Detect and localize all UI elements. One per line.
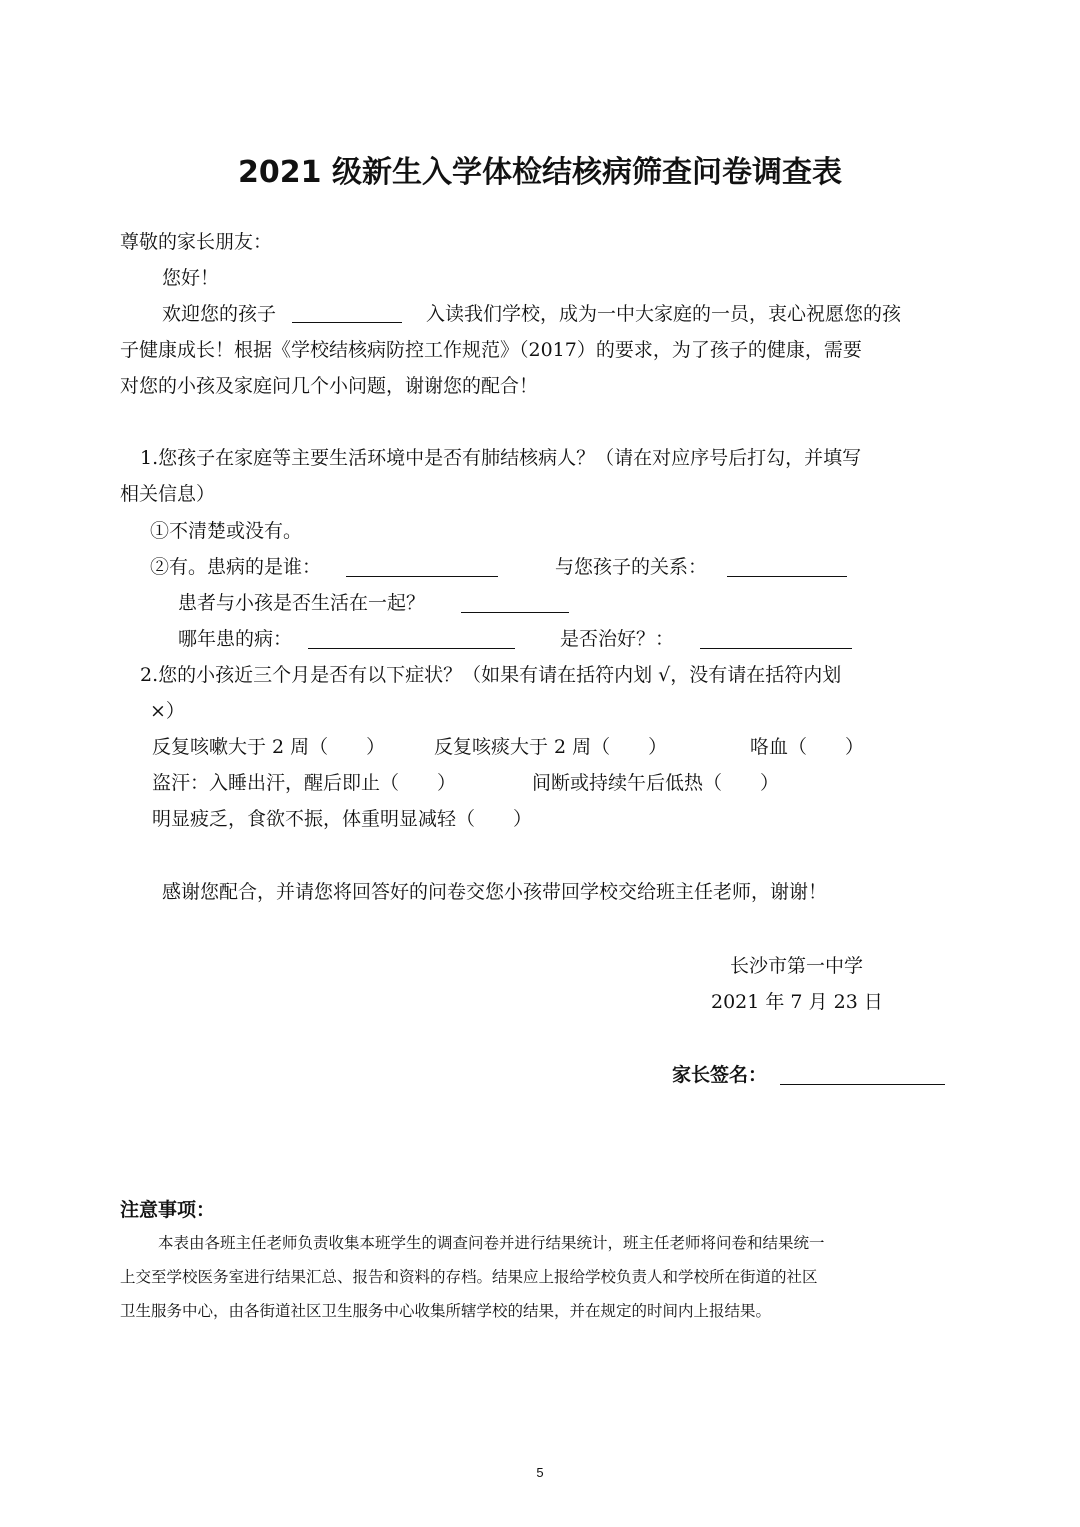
symptom-night-sweats[interactable]: 盗汗：入睡出汗，醒后即止（ ） — [152, 772, 457, 794]
symptom-cough[interactable]: 反复咳嗽大于 2 周（ ） — [152, 736, 386, 758]
intro-line-3: 对您的小孩及家庭问几个小问题，谢谢您的配合！ — [120, 375, 539, 397]
date: 2021 年 7 月 23 日 — [711, 991, 883, 1013]
live-together-blank[interactable] — [461, 592, 569, 613]
school-name: 长沙市第一中学 — [730, 955, 864, 977]
notes-line-1: 本表由各班主任老师负责收集本班学生的调查问卷并进行结果统计，班主任老师将问卷和结果统一 — [158, 1234, 825, 1252]
symptom-low-fever[interactable]: 间断或持续午后低热（ ） — [532, 772, 780, 794]
question-2-line-2: ×） — [150, 700, 185, 722]
year-blank[interactable] — [308, 628, 515, 649]
page-title: 2021 级新生入学体检结核病筛查问卷调查表 — [238, 155, 842, 190]
q1-year-label: 哪年患的病： — [178, 628, 293, 650]
relation-blank[interactable] — [727, 556, 847, 577]
notes-heading: 注意事项： — [120, 1199, 216, 1221]
intro-line-2: 子健康成长！根据《学校结核病防控工作规范》（2017）的要求，为了孩子的健康，需要 — [120, 339, 862, 361]
intro-before-blank: 欢迎您的孩子 — [162, 303, 277, 325]
q1-relation-label: 与您孩子的关系： — [555, 556, 708, 578]
intro-line-1 — [162, 302, 276, 326]
patient-who-blank[interactable] — [346, 556, 498, 577]
signature-blank[interactable] — [780, 1064, 945, 1085]
q1-option-1: ①不清楚或没有。 — [150, 520, 303, 542]
child-name-blank[interactable] — [292, 302, 402, 323]
signature-label: 家长签名： — [672, 1064, 768, 1086]
symptom-sputum[interactable]: 反复咳痰大于 2 周（ ） — [434, 736, 668, 758]
thanks-text: 感谢您配合，并请您将回答好的问卷交您小孩带回学校交给班主任老师，谢谢！ — [162, 881, 828, 903]
hello: 您好！ — [162, 267, 220, 289]
page-number: 5 — [536, 1465, 544, 1480]
symptom-fatigue[interactable]: 明显疲乏，食欲不振，体重明显减轻（ ） — [152, 808, 533, 830]
q1-cured-label: 是否治好？： — [560, 628, 675, 650]
question-1-line-2: 相关信息） — [120, 483, 216, 505]
greeting: 尊敬的家长朋友： — [120, 231, 273, 253]
question-1-line-1: 1.您孩子在家庭等主要生活环境中是否有肺结核病人？（请在对应序号后打勾，并填写 — [140, 447, 862, 469]
q1-live-together-label: 患者与小孩是否生活在一起？ — [178, 592, 426, 614]
cured-blank[interactable] — [700, 628, 852, 649]
notes-line-3: 卫生服务中心，由各街道社区卫生服务中心收集所辖学校的结果，并在规定的时间内上报结果。 — [120, 1302, 772, 1320]
intro-after-blank: 入读我们学校，成为一中大家庭的一员，衷心祝愿您的孩 — [426, 303, 902, 325]
notes-line-2: 上交至学校医务室进行结果汇总、报告和资料的存档。结果应上报给学校负责人和学校所在街道的社区 — [120, 1268, 818, 1286]
symptom-hemoptysis[interactable]: 咯血（ ） — [750, 736, 865, 758]
question-2-line-1: 2.您的小孩近三个月是否有以下症状？（如果有请在括符内划 √，没有请在括符内划 — [140, 664, 842, 686]
q1-option-2-who-label: ②有。患病的是谁： — [150, 556, 322, 578]
